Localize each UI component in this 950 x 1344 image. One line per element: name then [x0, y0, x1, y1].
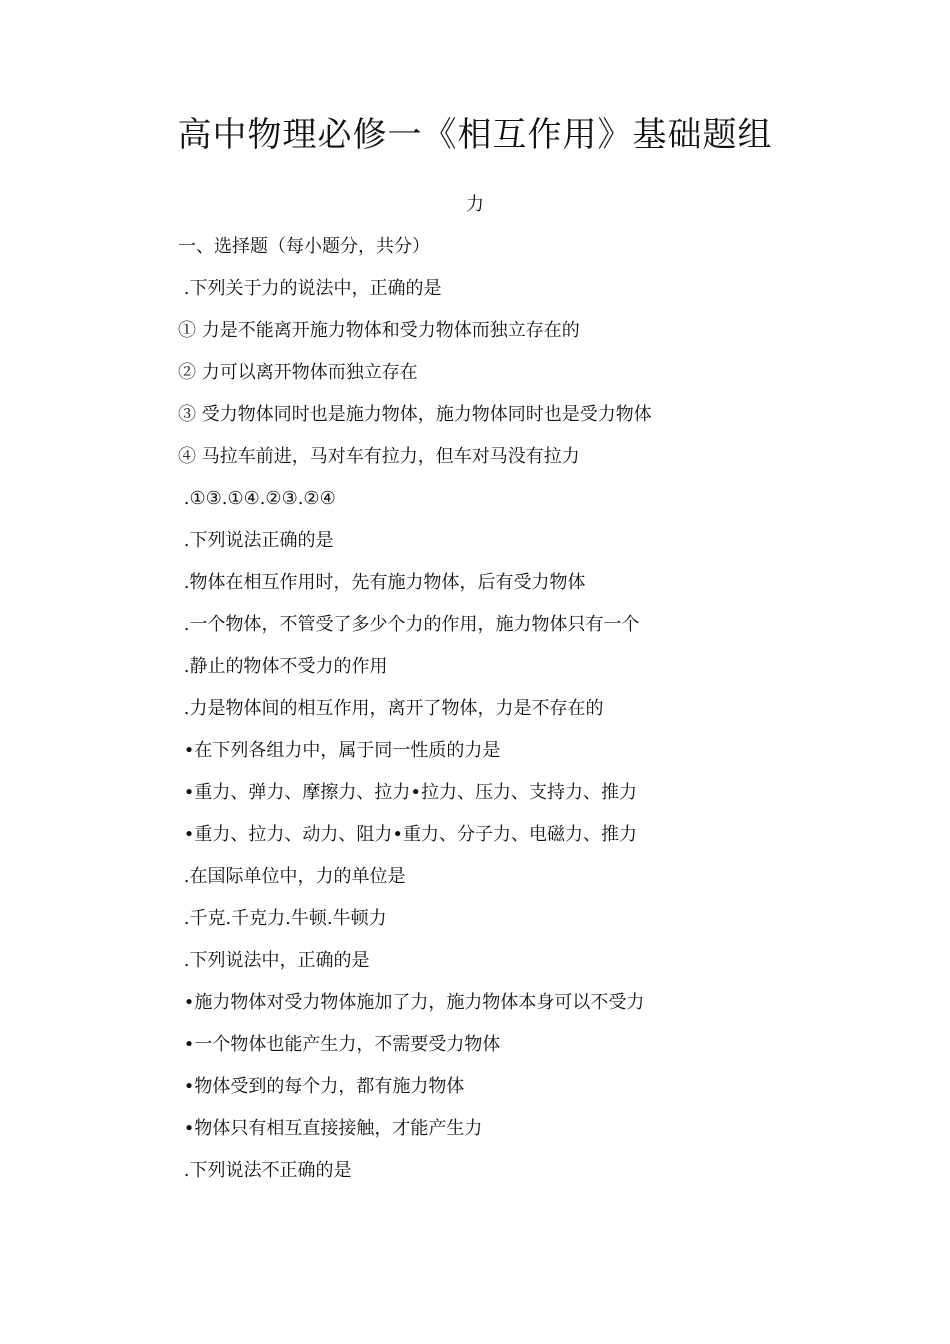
- answer-options: .千克.千克力.牛顿.牛顿力: [178, 908, 387, 929]
- question-stem: .下列关于力的说法中，正确的是: [178, 278, 442, 299]
- answer-options: .①③.①④.②③.②④: [178, 488, 336, 509]
- question-body: [178, 234, 898, 1200]
- question-stem: .下列说法不正确的是: [178, 1160, 352, 1181]
- document-title: 高中物理必修一《相互作用》基础题组: [177, 115, 773, 155]
- question-stem: •在下列各组力中，属于同一性质的力是: [178, 740, 501, 761]
- answer-option: .物体在相互作用时，先有施力物体，后有受力物体: [178, 572, 586, 593]
- answer-options: •重力、弹力、摩擦力、拉力•拉力、压力、支持力、推力: [178, 782, 637, 803]
- section-label: 一、选择题（每小题分，共分）: [178, 236, 430, 257]
- statement-item: ③ 受力物体同时也是施力物体，施力物体同时也是受力物体: [178, 404, 652, 425]
- question-stem: .下列说法中，正确的是: [178, 950, 370, 971]
- answer-option: •一个物体也能产生力，不需要受力物体: [178, 1034, 501, 1055]
- question-stem: .在国际单位中，力的单位是: [178, 866, 406, 887]
- answer-option: •施力物体对受力物体施加了力，施力物体本身可以不受力: [178, 992, 645, 1013]
- answer-option: •物体只有相互直接接触，才能产生力: [178, 1118, 483, 1139]
- answer-option: .静止的物体不受力的作用: [178, 656, 388, 677]
- statement-item: ② 力可以离开物体而独立存在: [178, 362, 418, 383]
- answer-option: .力是物体间的相互作用，离开了物体，力是不存在的: [178, 698, 604, 719]
- section-heading: 力: [466, 194, 484, 215]
- statement-item: ① 力是不能离开施力物体和受力物体而独立存在的: [178, 320, 580, 341]
- answer-option: .一个物体，不管受了多少个力的作用，施力物体只有一个: [178, 614, 640, 635]
- answer-options: •重力、拉力、动力、阻力•重力、分子力、电磁力、推力: [178, 824, 637, 845]
- statement-item: ④ 马拉车前进，马对车有拉力，但车对马没有拉力: [178, 446, 580, 467]
- question-stem: .下列说法正确的是: [178, 530, 334, 551]
- answer-option: •物体受到的每个力，都有施力物体: [178, 1076, 465, 1097]
